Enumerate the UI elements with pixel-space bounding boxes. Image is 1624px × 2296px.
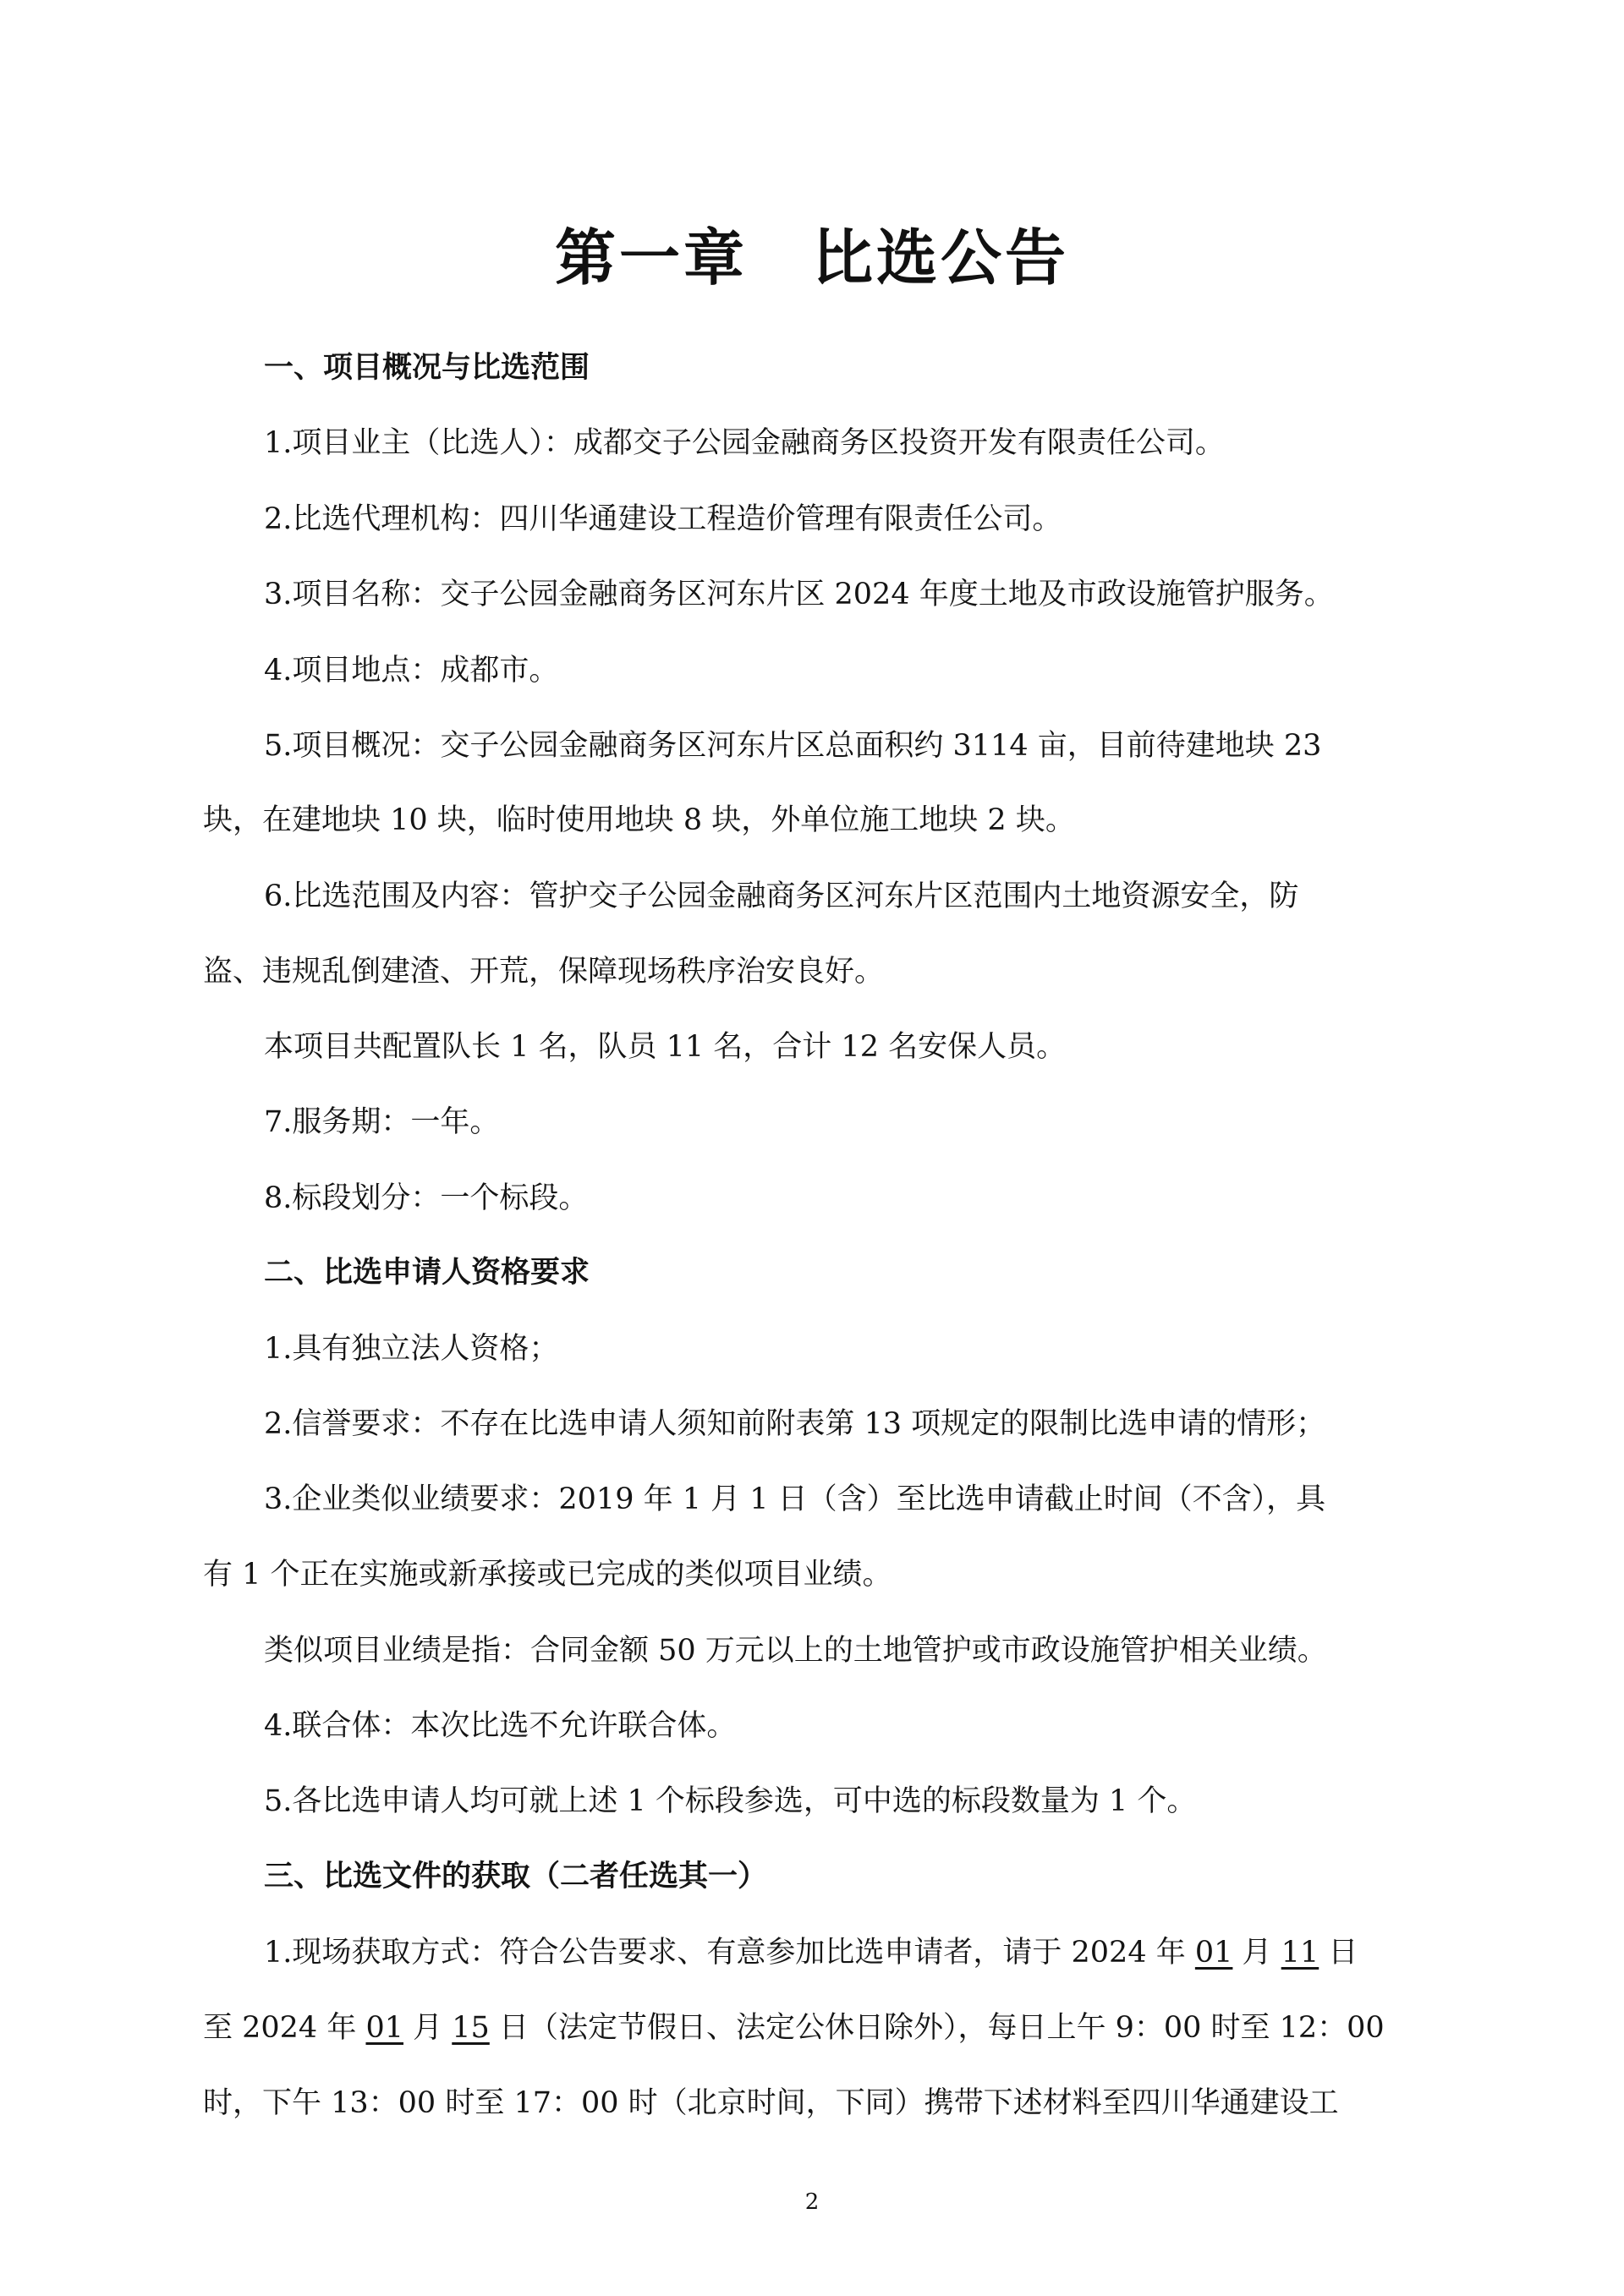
page-number: 2: [804, 2189, 820, 2215]
start-month: 01: [1194, 1936, 1233, 1970]
paragraph-project-owner: 1.项目业主（比选人）：成都交子公园金融商务区投资开发有限责任公司。: [264, 426, 1225, 460]
paragraph-scope-line1: 6.比选范围及内容：管护交子公园金融商务区河东片区范围内土地资源安全，防: [264, 879, 1299, 913]
paragraph-project-overview-line1: 5.项目概况：交子公园金融商务区河东片区总面积约 3114 亩，目前待建地块 23: [264, 729, 1322, 763]
paragraph-onsite-acquisition-line1: [264, 1932, 1358, 1974]
paragraph-scope-line2: 盗、违规乱倒建渣、开荒，保障现场秩序治安良好。: [203, 955, 885, 989]
paragraph-lot-division: 8.标段划分：一个标段。: [264, 1181, 589, 1215]
end-day: 15: [452, 2011, 490, 2045]
text-segment: 月: [1232, 1936, 1281, 1970]
paragraph-experience-line1: 3.企业类似业绩要求：2019 年 1 月 1 日（含）至比选申请截止时间（不含），具: [264, 1482, 1326, 1516]
text-segment: 日（法定节假日、法定公休日除外），每日上午 9：00 时至 12：00: [489, 2011, 1385, 2045]
paragraph-staffing: 本项目共配置队长 1 名，队员 11 名，合计 12 名安保人员。: [264, 1030, 1067, 1064]
chapter-title: 第一章 比选公告: [554, 222, 1069, 293]
text-segment: 至 2024 年: [203, 2011, 366, 2045]
section-heading-2: 二、比选申请人资格要求: [264, 1256, 590, 1290]
section-heading-3: 三、比选文件的获取（二者任选其一）: [264, 1860, 768, 1893]
paragraph-similar-projects: 类似项目业绩是指：合同金额 50 万元以上的土地管护或市政设施管护相关业绩。: [264, 1634, 1327, 1668]
start-day: 11: [1281, 1936, 1320, 1970]
paragraph-experience-line2: 有 1 个正在实施或新承接或已完成的类似项目业绩。: [203, 1558, 892, 1592]
section-heading-1: 一、项目概况与比选范围: [264, 351, 590, 385]
paragraph-legal-entity: 1.具有独立法人资格；: [264, 1332, 559, 1366]
paragraph-consortium: 4.联合体：本次比选不允许联合体。: [264, 1709, 737, 1743]
paragraph-project-overview-line2: 块，在建地块 10 块，临时使用地块 8 块，外单位施工地块 2 块。: [203, 803, 1075, 837]
paragraph-credit-requirement: 2.信誉要求：不存在比选申请人须知前附表第 13 项规定的限制比选申请的情形；: [264, 1407, 1326, 1441]
end-month: 01: [365, 2011, 403, 2045]
paragraph-onsite-acquisition-line3: 时，下午 13：00 时至 17：00 时（北京时间，下同）携带下述材料至四川华通建设工: [203, 2086, 1339, 2120]
paragraph-project-name: 3.项目名称：交子公园金融商务区河东片区 2024 年度土地及市政设施管护服务。: [264, 578, 1334, 611]
paragraph-agency: 2.比选代理机构：四川华通建设工程造价管理有限责任公司。: [264, 502, 1062, 536]
paragraph-lot-participation: 5.各比选申请人均可就上述 1 个标段参选，可中选的标段数量为 1 个。: [264, 1784, 1197, 1818]
text-segment: 月: [403, 2011, 453, 2045]
paragraph-service-period: 7.服务期：一年。: [264, 1105, 500, 1139]
text-segment: 日: [1319, 1936, 1358, 1970]
paragraph-onsite-acquisition-line2: [203, 2007, 1385, 2049]
paragraph-project-location: 4.项目地点：成都市。: [264, 654, 559, 688]
text-segment: 1.现场获取方式：符合公告要求、有意参加比选申请者，请于 2024 年: [264, 1936, 1195, 1970]
